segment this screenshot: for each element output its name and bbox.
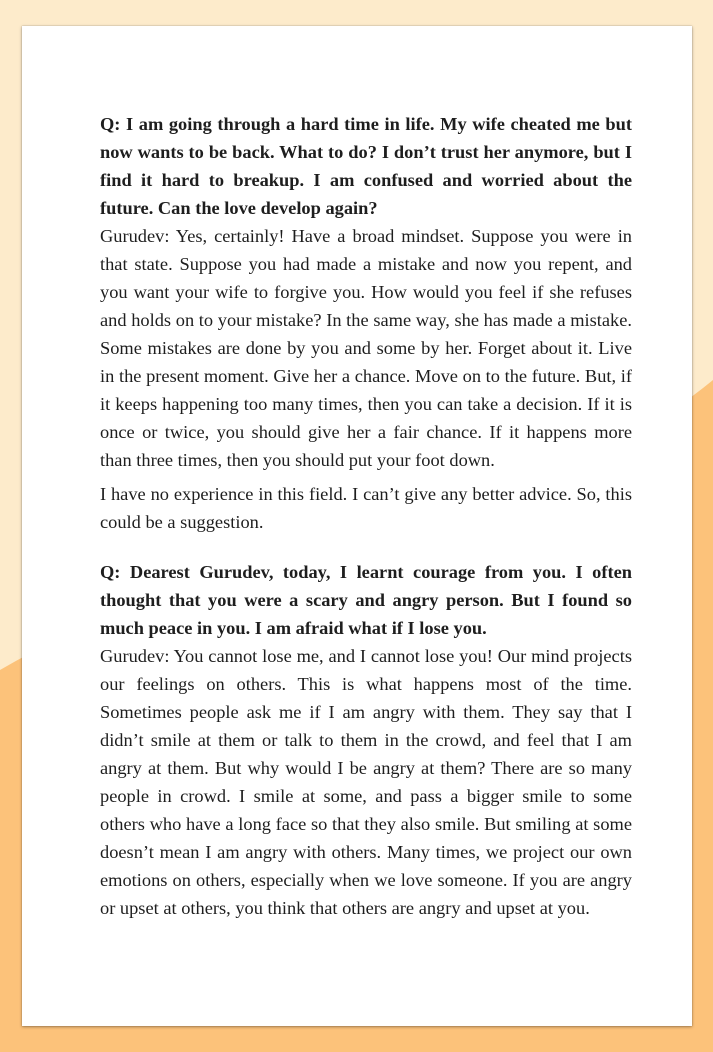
qa-block-2 <box>100 558 632 922</box>
question-2: Q: Dearest Gurudev, today, I learnt courage from you. I often thought that you were a scary and angry person. But I found so much peace in you. I am afraid what if I lose you. <box>100 562 632 638</box>
answer-2: Gurudev: You cannot lose me, and I cannot lose you! Our mind projects our feelings on others. This is what happens most of the time. Sometimes people ask me if I am angry with them. They say that I didn’t smile at them or talk to them in the crowd, and feel that I am angry at them. But why would I be angry at them? There are so many people in crowd. I smile at some, and pass a bigger smile to some others who have a long face so that they also smile. But smiling at some doesn’t mean I am angry with others. Many times, we project our own emotions on others, especially when we love someone. If you are angry or upset at others, you think that others are angry and upset at you. <box>100 646 632 918</box>
qa-block-1 <box>100 110 632 536</box>
page-content <box>100 110 632 922</box>
question-1: Q: I am going through a hard time in life. My wife cheated me but now wants to be back. What to do? I don’t trust her anymore, but I find it hard to breakup. I am confused and worried about the future. Can the love develop again? <box>100 114 632 218</box>
document-page <box>22 26 692 1026</box>
answer-1-extra-paragraph: I have no experience in this field. I can’t give any better advice. So, this could be a suggestion. <box>100 484 632 532</box>
answer-1: Gurudev: Yes, certainly! Have a broad mindset. Suppose you were in that state. Suppose you had made a mistake and now you repent, and you want your wife to forgive you. How would you feel if she refuses and holds on to your mistake? In the same way, she has made a mistake. Some mistakes are done by you and some by her. Forget about it. Live in the present moment. Give her a chance. Move on to the future. But, if it keeps happening too many times, then you can take a decision. If it is once or twice, you should give her a fair chance. If it happens more than three times, then you should put your foot down. <box>100 226 632 470</box>
